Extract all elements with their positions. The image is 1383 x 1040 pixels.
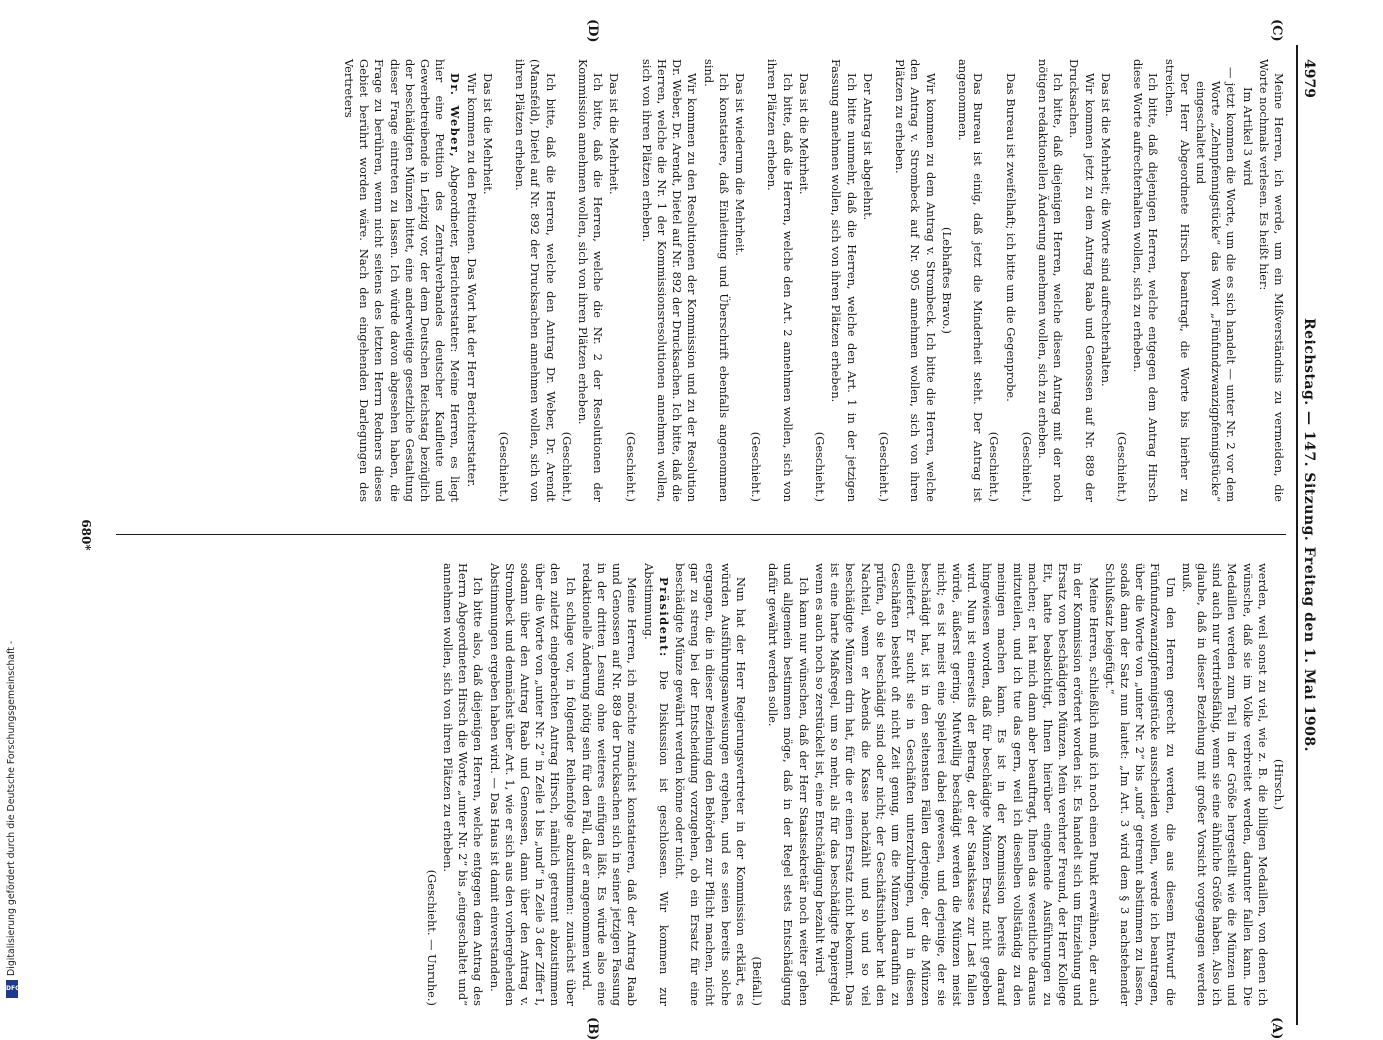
rotated-page — [79, 19, 1320, 1040]
paragraph: Das ist wiederum die Mehrheit. — [733, 73, 748, 256]
page-header — [1296, 45, 1320, 1025]
stage-direction: (Geschieht.) — [1114, 431, 1129, 502]
paragraph: Das Bureau ist zweifelhaft; ich bitte um die Gegenprobe. — [1003, 73, 1018, 402]
stage-direction: (Geschieht.) — [749, 431, 764, 502]
stage-direction: (Lebhaftes Bravo.) — [939, 227, 954, 334]
paragraph: Das ist die Mehrheit. — [796, 73, 811, 195]
speaker-name: Präsident: — [656, 577, 671, 658]
paragraph: Ich bitte, daß die Herren, welche den Antrag Dr. Weber, Dr. Arendt (Mansfeld), Dietel auf Nr. 892 der Drucksachen annehmen wollen, sich von ihren Plätzen erheben. — [513, 59, 558, 502]
page-title: Reichstag. — 147. Sitzung. Freitag den 1. Mai 1908. — [1301, 318, 1317, 752]
paragraph: Ich bitte nunmehr, daß die Herren, welche den Art. 1 in der jetzigen Fassung annehmen wollen, sich von ihren Plätzen erheben. — [829, 59, 859, 502]
stage-direction: (Geschieht.) — [876, 431, 891, 502]
paragraph: Um den Herren gerecht zu werden, die aus diesem Entwurf die Fünfundzwanzigpfennigstücke ausscheiden wollen, werde ich beantragen, über die Worte von „unter Nr. 2“ bis „und“ getrennt abstimmen zu lassen, sodaß dann der Satz nun lautet: „Im Art. 3 wird dem § 3 nachstehender Schlußsatz beigefügt.“ — [1102, 563, 1178, 1006]
paragraph: Ich bitte, daß diejenigen Herren, welche diesen Antrag mit der noch nötigen redaktionellen Änderung annehmen wollen, sich zu erheben. — [1035, 59, 1066, 502]
paragraph: Die Diskussion ist geschlossen. Wir kommen zur Abstimmung. — [641, 563, 671, 1006]
margin-mark-d: (D) — [585, 19, 600, 43]
paragraph: Wir kommen zu den Resolutionen der Kommission und zu der Resolution Dr. Weber, Dr. Arendt, Dietel auf Nr. 892 der Drucksachen. Ich bitte, daß die Herren, welche die Nr. 1 der Kommissionsresolutionen annehmen wollen, sich von ihren Plätzen erheben. — [639, 59, 700, 502]
speaker-tag: (Hirsch.) — [1272, 758, 1286, 811]
paragraph: Meine Herren, schließlich muß ich noch einen Punkt erwähnen, der auch in der Kommission erörtert worden ist. Es handelt sich um Einziehung und Ersatz von beschädigten Münzen. Mein verehrter Freund, der Herr Kollege Eit, hatte beabsichtigt, Ihnen hierüber eingehende Ausführungen zu machen; er hat mich dann aber beauftragt, Ihnen das wesentliche daraus mitzuteilen, und ich tue das gern, weil ich dieselben vollständig zu den meinigen machen kann. Es ist in der Kommission bereits darauf hingewiesen worden, daß für beschädigte Münzen Ersatz nicht gegeben wird. Nun ist einerseits der Betrag, der der Staatskasse zur Last fallen würde, äußerst gering. Mutwillig beschädigt werden die Münzen meist nicht; es ist meist eine Spielerei dabei gewesen, und derjenige, der sie beschädigt hat, ist in den seltensten Fällen derjenige, der die Münzen einliefert. Er sucht sie in Geschäften unterzubringen, und in diesen Geschäften besteht oft nicht Zeit genug, um die Münzen daraufhin zu prüfen, ob sie beschädigt sind oder nicht; der Geschäftsinhaber hat den Nachteil, wenn er Abends die Kasse nachzählt und so und so viel beschädigte Münzen drin hat, für die er einen Ersatz nicht bekommt. Das ist eine harte Maßregel, um so mehr, als für das beschädigte Papiergeld, wenn es auch noch so zerstückelt ist, eine Entschädigung bezahlt wird. — [812, 563, 1101, 1006]
paragraph: Ich bitte, daß die Herren, welche den Art. 2 annehmen wollen, sich von ihren Plätzen erheben. — [765, 59, 795, 502]
paragraph: Ich schlage vor, in folgender Reihenfolge abzustimmen: zunächst über den zuletzt eingebrachten Antrag Hirsch, nämlich getrennt abzustimmen über die Worte von „unter Nr. 2“ in Zeile 1 bis „und“ in Zeile 3 der Ziffer I, sodann über den Antrag Raab und Genossen, dann über den Antrag v. Strombeck und demnächst über Art. 1, wie er sich aus den vorhergehenden Abstimmungen ergeben haben wird. — Das Haus ist damit einverstanden. — [487, 563, 578, 1006]
stage-direction: (Geschieht.) — [623, 431, 638, 502]
paragraph: — jetzt kommen die Worte, um die es sich handelt — unter Nr. 2 vor dem Worte „Zehnpfennigstücke“ das Wort „Fünfundzwanzigpfennigstücke“ eingeschaltet und — [1193, 67, 1239, 502]
paragraph: Wir kommen zu den Petitionen. Das Wort hat der Herr Berichterstatter. — [464, 73, 479, 488]
paragraph: Ich konstatiere, daß Einleitung und Überschrift ebenfalls angenommen sind. — [701, 59, 731, 502]
margin-mark-c: (C) — [1269, 19, 1284, 42]
paragraph: Abgeordneter, Berichterstatter: Meine Herren, es liegt hier eine Petition des Zentralverbandes deutscher Kaufleute und Gewerbetreibende in Leipzig vor, der dem Deutschen Reichstag bezüglich der beschädigten Münzen bittet, eine anderweitige gesetzliche Gestaltung dieser Frage eintreten zu lassen. Ich würde davon abgesehen haben, die Frage zu berühren, wenn nicht seitens des letzten Herrn Redners dieses Gebiet berührt worden wäre. Nach den eingehenden Darlegungen des Vertreters — [342, 59, 463, 502]
paragraph: Der Herr Abgeordnete Hirsch beantragt, die Worte bis hierher zu streichen. — [1162, 59, 1192, 502]
paragraph: Nun hat der Herr Regierungsvertreter in der Kommission erklärt, es würden Ausführungsanweisungen ergehen, und es seien bereits solche ergangen, die in dieser Beziehung den Behörden zur Pflicht machen, nicht gar zu streng bei der Entscheidung vorzugehen, ob ein Ersatz für eine beschädigte Münze gewährt werden könne oder nicht. — [673, 563, 748, 1006]
stage-direction: (Geschieht.) — [987, 431, 1002, 502]
text-column-left — [111, 563, 1286, 1006]
paragraph: Meine Herren, ich möchte zunächst konstatieren, daß der Antrag Raab und Genossen auf Nr. 889 der Drucksachen sich in seiner jetzigen Fassung in der dritten Lesung ohne weiteres einfügen läßt. Es würde also eine redaktionelle Änderung nötig sein für den Fall, daß er angenommen wird. — [579, 563, 640, 1006]
paragraph: Das ist die Mehrheit. — [480, 73, 495, 195]
credit-text: Digitalisierung gefördert durch die Deutsche Forschungsgemeinschaft - — [6, 640, 17, 976]
margin-mark-a: (A) — [1269, 1017, 1284, 1040]
paragraph: Wir kommen zu dem Antrag v. Strombeck. Ich bitte die Herren, welche den Antrag v. Strombeck auf Nr. 905 annehmen wollen, sich von ihren Plätzen zu erheben. — [893, 59, 938, 502]
paragraph: Der Antrag ist abgelehnt. — [860, 73, 875, 221]
paragraph: Wir kommen jetzt zu dem Antrag Raab und Genossen auf Nr. 889 der Drucksachen. — [1067, 59, 1097, 502]
stage-direction: (Geschieht.) — [813, 431, 828, 502]
stage-direction: (Geschieht.) — [559, 431, 574, 502]
text-column-right — [111, 59, 1286, 502]
paragraph: Das Bureau ist einig, daß jetzt die Minderheit steht. Der Antrag ist angenommen. — [955, 59, 986, 502]
paragraph: Meine Herren, ich werde, um ein Mißverständnis zu vermeiden, die Worte nochmals verlesen. Es heißt hier: — [1256, 59, 1286, 502]
paragraph: Das ist die Mehrheit; die Worte sind aufrechterhalten. — [1098, 73, 1113, 387]
digitization-credit — [6, 604, 21, 992]
stage-direction: (Geschieht.) — [497, 431, 512, 502]
page-id: 680* — [79, 519, 94, 551]
paragraph: Ich kann nur wünschen, daß der Herr Staatssekretär noch weiter gehen und allgemein bestimmen möge, daß in der Regel stets Entschädigung dafür gewährt werden solle. — [766, 563, 811, 1006]
stage-direction: (Beifall.) — [750, 956, 765, 1006]
paragraph: Das ist die Mehrheit. — [607, 73, 622, 195]
paragraph: Ich bitte, daß diejenigen Herren, welche entgegen dem Antrag Hirsch diese Worte aufrechterhalten wollen, sich zu erheben. — [1131, 59, 1161, 502]
paragraph: werden, weil sonst zu viel, wie z. B. die billigen Medaillen, von denen ich wünsche, daß sie im Volke verbreitet werden, darunter fallen kann. Die Medaillen werden zum Teil in der Größe hergestellt wie die Münzen und sind auch nur vertriebsfähig, wenn sie eine ähnliche Größe haben. Also ich glaube, daß in dieser Beziehung mit großer Vorsicht vorgegangen werden muß. — [1179, 563, 1270, 1006]
margin-mark-b: (B) — [585, 1017, 600, 1040]
column-divider — [116, 534, 1286, 535]
page-number: 4979 — [1301, 59, 1317, 98]
stage-direction: (Geschieht.) — [1019, 431, 1034, 502]
paragraph: Im Artikel 3 wird — [1240, 87, 1255, 186]
paragraph: Ich bitte, daß die Herren, welche die Nr. 2 der Resolutionen der Kommission annehmen wollen, sich von ihren Plätzen erheben. — [576, 59, 606, 502]
dfg-logo: DFG — [6, 980, 18, 998]
paragraph: Ich bitte also, daß diejenigen Herren, welche entgegen dem Antrag des Herrn Abgeordneten Hirsch die Worte „unter Nr. 2“ bis „eingeschaltet und“ annehmen wollen, sich von ihren Plätzen zu erheben. — [441, 563, 486, 1006]
speaker-name: Dr. Weber, — [448, 73, 463, 159]
stage-direction: (Geschieht. — Unruhe.) — [424, 869, 439, 1006]
